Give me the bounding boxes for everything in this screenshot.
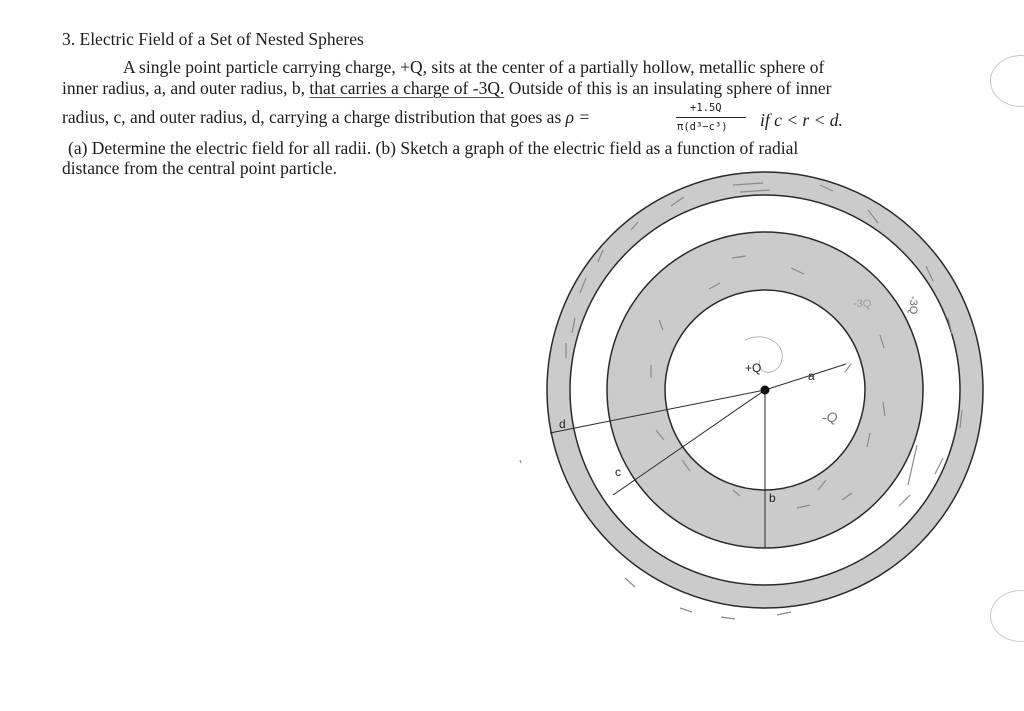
rho-denominator: π(d³−c³) [677,121,728,133]
line-2-start: inner radius, a, and outer radius, b, [62,78,305,98]
radius-b-label: b [769,491,776,505]
problem-line-4: (a) Determine the electric field for all radii. (b) Sketch a graph of the electric field as a function of radial [68,138,799,158]
annotation-minus-3q: -3Q [853,298,872,310]
problem-line-5: distance from the central point particle. [62,158,338,178]
problem-title: 3. Electric Field of a Set of Nested Spheres [62,29,364,49]
line-2-end: Outside of this is an insulating sphere of inner [508,78,832,98]
point-charge-dot [761,386,770,395]
radius-a-label: a [808,369,815,383]
annotation-minus-q: -Q [822,409,838,425]
radius-d-label: d [559,417,566,431]
rho-numerator: +1.5Q [690,102,722,114]
line-3-text: radius, c, and outer radius, d, carrying a charge distribution that goes as [62,107,562,127]
rho-condition: if c < r < d. [760,110,843,130]
annotation-margin-minus-3q: -3Q [907,296,919,315]
rho-symbol: ρ = [565,107,591,127]
underlined-charge-text: that carries a charge of -3Q. [309,78,505,98]
problem-line-1: A single point particle carrying charge, +Q, sits at the center of a partially hollow, metallic sphere of [123,57,825,77]
radius-c-label: c [615,465,621,479]
center-charge-label: +Q [745,361,762,375]
